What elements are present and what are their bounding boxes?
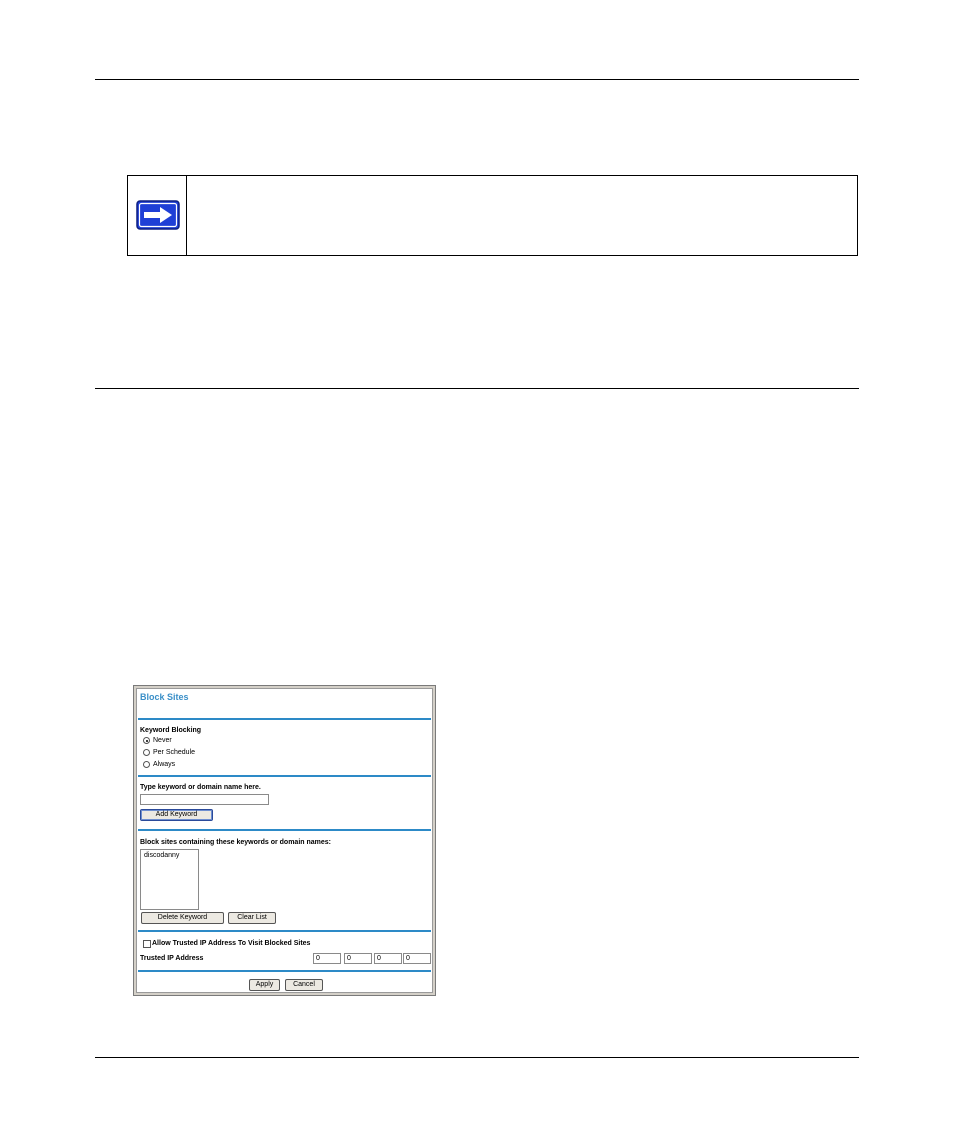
radio-always-label: Always [153, 761, 176, 768]
block-sites-page [136, 688, 433, 993]
trusted-ip-separator [138, 970, 431, 972]
blocked-list-label: Block sites containing these keywords or domain names: [140, 839, 331, 846]
note-box [127, 175, 858, 256]
add-keyword-button[interactable]: Add Keyword [140, 809, 213, 821]
list-item[interactable]: discodanny [144, 852, 180, 859]
trusted-ip-label: Trusted IP Address [140, 955, 204, 962]
block-sites-screenshot [133, 685, 436, 996]
blocked-keywords-list[interactable] [140, 849, 199, 910]
trusted-ip-octet-1[interactable]: 0 [313, 953, 341, 964]
page-title: Block Sites [140, 692, 189, 702]
allow-trusted-checkbox[interactable] [143, 940, 151, 948]
clear-list-button[interactable]: Clear List [228, 912, 276, 924]
trusted-ip-octet-2[interactable]: 0 [344, 953, 372, 964]
radio-always[interactable] [143, 761, 150, 768]
radio-never[interactable] [143, 737, 150, 744]
trusted-ip-octet-4[interactable]: 0 [403, 953, 431, 964]
keyword-blocking-label: Keyword Blocking [140, 727, 202, 734]
blocked-list-separator [138, 930, 431, 932]
keyword-input-label: Type keyword or domain name here. [140, 784, 261, 791]
trusted-ip-octet-3[interactable]: 0 [374, 953, 402, 964]
header-rule [95, 79, 859, 80]
cancel-button[interactable]: Cancel [285, 979, 323, 991]
footer-rule [95, 1057, 859, 1058]
arrow-right-icon [136, 200, 180, 230]
keyword-input[interactable] [140, 794, 269, 805]
apply-button[interactable]: Apply [249, 979, 280, 991]
note-divider [186, 176, 187, 255]
delete-keyword-button[interactable]: Delete Keyword [141, 912, 224, 924]
radio-per-schedule-label: Per Schedule [153, 749, 196, 756]
section-rule [95, 388, 859, 389]
allow-trusted-label: Allow Trusted IP Address To Visit Blocked Sites [152, 940, 311, 947]
radio-per-schedule[interactable] [143, 749, 150, 756]
keyword-blocking-separator [138, 775, 431, 777]
title-separator [138, 718, 431, 720]
add-keyword-separator [138, 829, 431, 831]
radio-never-label: Never [153, 737, 172, 744]
